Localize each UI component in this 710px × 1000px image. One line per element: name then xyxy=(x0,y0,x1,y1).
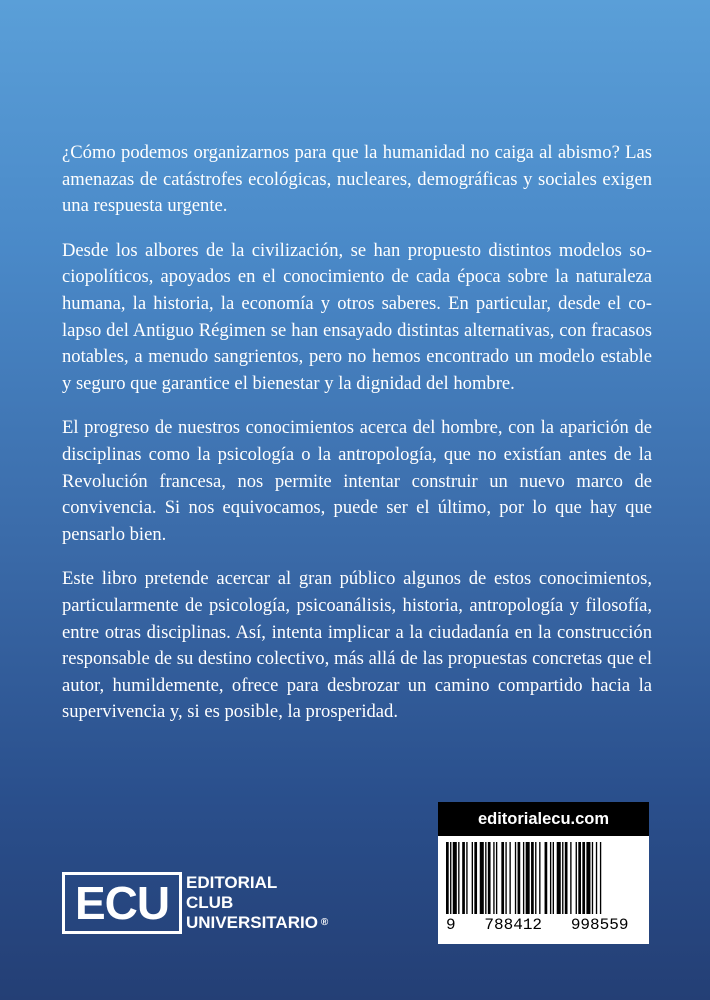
logo-line-1: EDITORIAL xyxy=(186,872,278,892)
barcode-bar xyxy=(562,842,563,914)
logo-wordmark xyxy=(186,873,328,934)
barcode-bar xyxy=(553,842,554,914)
barcode-bar xyxy=(586,842,590,914)
registered-mark: ® xyxy=(320,917,329,929)
barcode-bar xyxy=(496,842,497,914)
barcode-bar xyxy=(450,842,451,914)
barcode-bar xyxy=(557,842,561,914)
barcode-bar xyxy=(472,842,473,914)
barcode-bar xyxy=(485,842,486,914)
barcode-bar xyxy=(446,842,449,914)
isbn-digits: 9 788412 998559 xyxy=(446,916,629,934)
barcode-bar xyxy=(582,842,585,914)
publisher-logo xyxy=(62,872,328,934)
barcode-bar xyxy=(600,842,601,914)
blurb-paragraph-3: El progreso de nuestros conocimientos acerca del hombre, con la aparición de disciplinas como la psicología o la antropología, que no existían antes de la Revolución francesa, nos permite intentar construir un nuevo marco de convivencia. Si nos equivocamos, puede ser el último, por lo que hay que pensarlo bien. xyxy=(62,417,652,545)
blurb-paragraph-2: Desde los albores de la civilización, se han propuesto distintos modelos sociopolíticos, apoyados en el conocimiento de cada época sobre la naturaleza humana, la historia, la economía y otros saberes. En particular, desde el colapso del Antiguo Régimen se han ensayado distintas alternativas, con fracasos notables, a menudo sangrientos, pero no hemos encontrado un modelo estable y seguro que garantice el bienestar y la dignidad del hombre. xyxy=(62,239,652,394)
barcode-bar xyxy=(570,842,571,914)
isbn-barcode xyxy=(438,836,649,944)
barcode-bar xyxy=(501,842,504,914)
barcode-bar xyxy=(539,842,540,914)
barcode-bar xyxy=(578,842,581,914)
back-cover-blurb xyxy=(62,140,652,744)
barcode-bar xyxy=(453,842,457,914)
blurb-paragraph-1: ¿Cómo podemos organizarnos para que la humanidad no caiga al abismo? Las amenazas de catástrofes ecológicas, nucleares, demográficas y sociales exigen una respuesta urgente. xyxy=(62,142,652,217)
blurb-paragraph-4: Este libro pretende acercar al gran público algunos de estos conocimientos, particularmente de psicología, psicoanálisis, historia, antropología y filosofía, entre otras disciplinas. Así, intenta implicar a la ciudadanía en la construcción responsable de su destino colectivo, más allá de las propuestas concretas que el autor, humildemente, ofrece para desbrozar un camino compartido hacia la supervivencia y, si es posible, la prosperidad. xyxy=(62,568,652,723)
barcode-bar xyxy=(526,842,530,914)
logo-line-2: CLUB xyxy=(186,892,234,912)
barcode-bar xyxy=(462,842,465,914)
barcode-bar xyxy=(505,842,506,914)
barcode-bar xyxy=(518,842,521,914)
barcode-bar xyxy=(535,842,536,914)
barcode-bar xyxy=(515,842,516,914)
barcode-bar xyxy=(576,842,577,914)
barcode-bar xyxy=(474,842,477,914)
barcode-bar xyxy=(466,842,467,914)
logo-mark: ECU xyxy=(74,877,170,929)
publisher-website: editorialecu.com xyxy=(438,802,649,836)
barcode-bar xyxy=(592,842,593,914)
barcode-bar xyxy=(550,842,551,914)
barcode-bars xyxy=(444,842,643,914)
barcode-bar xyxy=(531,842,534,914)
logo-line-3-wrap xyxy=(186,913,328,934)
barcode-bar xyxy=(596,842,597,914)
barcode-bar xyxy=(488,842,491,914)
barcode-panel xyxy=(438,802,649,944)
barcode-bar xyxy=(523,842,524,914)
barcode-bar xyxy=(480,842,484,914)
barcode-bar xyxy=(458,842,459,914)
logo-line-3: UNIVERSITARIO xyxy=(186,912,318,932)
barcode-bar xyxy=(493,842,494,914)
logo-mark-box xyxy=(62,872,182,934)
barcode-bar xyxy=(509,842,510,914)
barcode-bar xyxy=(565,842,568,914)
barcode-bar xyxy=(545,842,548,914)
